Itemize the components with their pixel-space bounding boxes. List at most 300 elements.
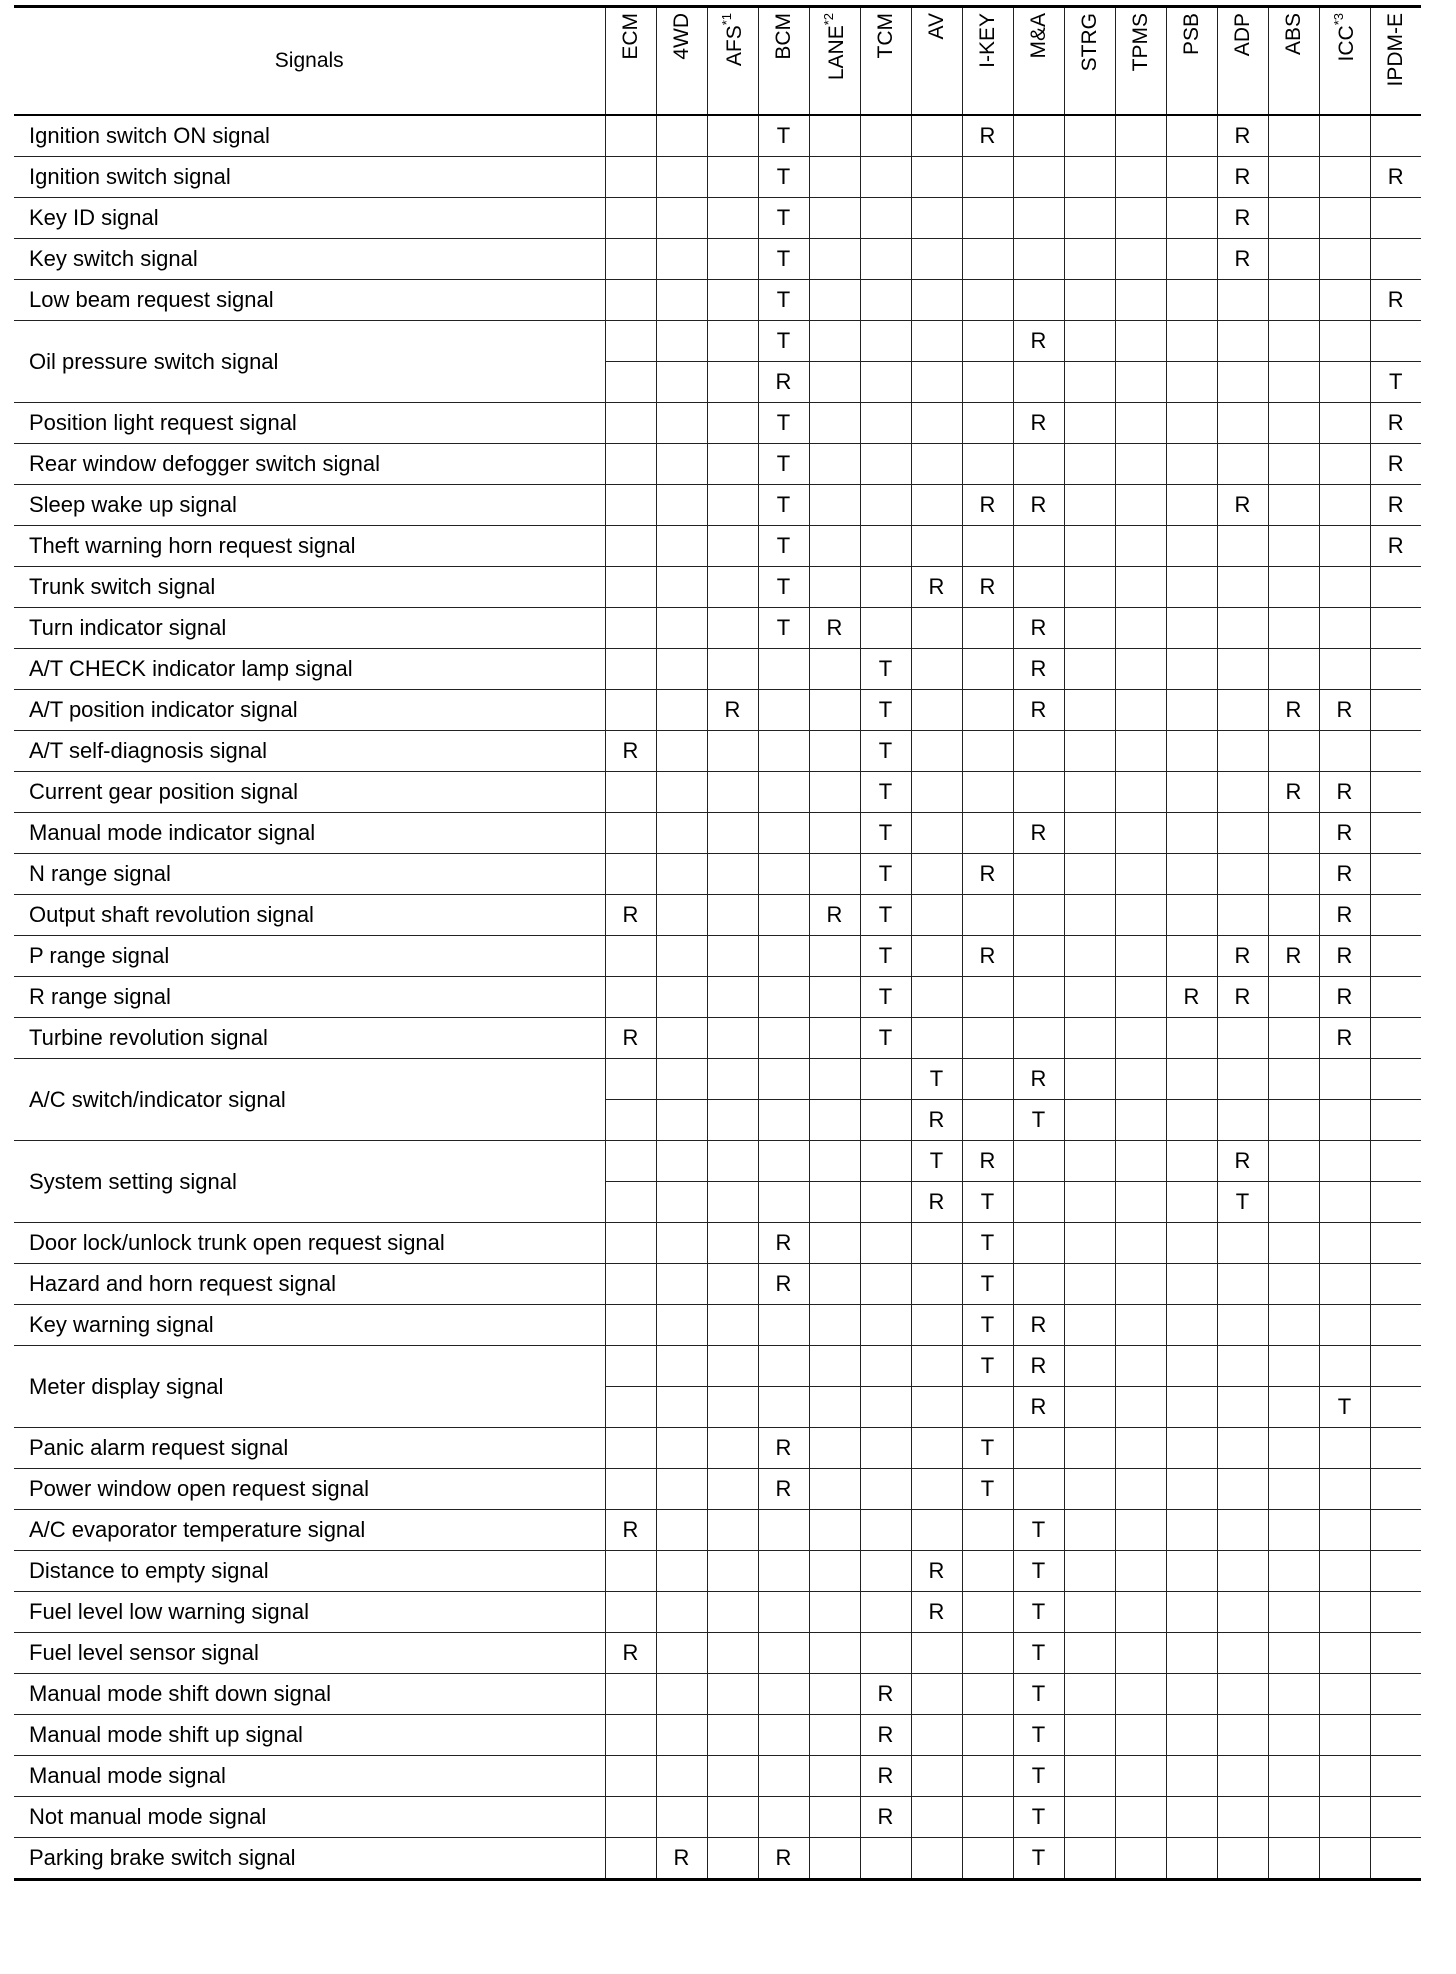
- signals-column-header: Signals: [14, 7, 605, 116]
- signal-cell: [1319, 1674, 1370, 1715]
- signal-cell: R: [1319, 977, 1370, 1018]
- signal-cell: [1013, 1141, 1064, 1182]
- signal-cell: [1013, 526, 1064, 567]
- signal-cell: [1064, 1182, 1115, 1223]
- signal-cell: [860, 1100, 911, 1141]
- signal-cell: R: [1319, 895, 1370, 936]
- signal-cell: [656, 485, 707, 526]
- signal-cell: [809, 649, 860, 690]
- signal-cell: [1370, 1592, 1421, 1633]
- signal-cell: [707, 1264, 758, 1305]
- signal-cell: [707, 157, 758, 198]
- module-header-lane: [809, 7, 860, 116]
- signal-cell: T: [758, 157, 809, 198]
- signal-cell: [1370, 1674, 1421, 1715]
- signal-cell: [809, 1428, 860, 1469]
- signal-cell: [1319, 649, 1370, 690]
- signal-cell: [1166, 1141, 1217, 1182]
- table-row: [14, 772, 1421, 813]
- signal-cell: R: [1268, 690, 1319, 731]
- signal-cell: [1166, 1018, 1217, 1059]
- signal-cell: [1217, 444, 1268, 485]
- signal-cell: [1319, 1346, 1370, 1387]
- signal-cell: [1370, 649, 1421, 690]
- signal-cell: [1166, 1551, 1217, 1592]
- signal-name: A/T self-diagnosis signal: [14, 731, 605, 772]
- signal-cell: [962, 1100, 1013, 1141]
- signal-cell: [1217, 1592, 1268, 1633]
- signal-cell: T: [758, 115, 809, 157]
- signal-cell: [1217, 854, 1268, 895]
- signal-cell: [605, 649, 656, 690]
- signal-cell: [1166, 1100, 1217, 1141]
- signal-cell: [860, 1469, 911, 1510]
- signal-cell: [962, 772, 1013, 813]
- signal-cell: R: [758, 362, 809, 403]
- signal-cell: [1115, 1510, 1166, 1551]
- signal-cell: [911, 854, 962, 895]
- signal-cell: R: [809, 608, 860, 649]
- module-label: [620, 8, 641, 60]
- signal-name: Current gear position signal: [14, 772, 605, 813]
- signal-cell: [962, 649, 1013, 690]
- module-name: AV: [925, 13, 948, 40]
- signal-cell: [1115, 1756, 1166, 1797]
- table-row: [14, 977, 1421, 1018]
- signal-cell: [962, 1387, 1013, 1428]
- signal-cell: [605, 115, 656, 157]
- signal-cell: R: [962, 1141, 1013, 1182]
- signal-cell: [1115, 1182, 1166, 1223]
- signal-cell: [1115, 1838, 1166, 1880]
- signal-name: Key switch signal: [14, 239, 605, 280]
- signal-cell: [1115, 115, 1166, 157]
- signal-cell: [1370, 1428, 1421, 1469]
- signal-cell: [656, 854, 707, 895]
- signal-cell: [1064, 362, 1115, 403]
- signal-cell: [911, 1715, 962, 1756]
- signal-cell: [860, 1551, 911, 1592]
- signal-name: Panic alarm request signal: [14, 1428, 605, 1469]
- signal-cell: [809, 1715, 860, 1756]
- signal-cell: [707, 1838, 758, 1880]
- signal-cell: [1115, 1018, 1166, 1059]
- signal-cell: [1064, 1346, 1115, 1387]
- signal-cell: [707, 198, 758, 239]
- signal-cell: [809, 1305, 860, 1346]
- signal-cell: [809, 321, 860, 362]
- signal-cell: [911, 1674, 962, 1715]
- signal-cell: [656, 567, 707, 608]
- module-header-tcm: [860, 7, 911, 116]
- signal-cell: [1217, 1018, 1268, 1059]
- signal-cell: [1319, 362, 1370, 403]
- signal-cell: T: [1013, 1715, 1064, 1756]
- signal-cell: [707, 280, 758, 321]
- signal-cell: [1166, 321, 1217, 362]
- signal-cell: [1166, 813, 1217, 854]
- signal-name: A/C switch/indicator signal: [14, 1059, 605, 1141]
- signal-cell: [962, 1510, 1013, 1551]
- table-row: [14, 239, 1421, 280]
- module-name: AFS: [723, 25, 746, 67]
- signal-cell: R: [1370, 280, 1421, 321]
- signal-cell: [1166, 1633, 1217, 1674]
- signal-cell: [1166, 444, 1217, 485]
- signal-cell: [1166, 1059, 1217, 1100]
- signal-cell: [1166, 1182, 1217, 1223]
- signal-cell: [1166, 936, 1217, 977]
- table-row: [14, 403, 1421, 444]
- signal-cell: [758, 854, 809, 895]
- signal-cell: [1268, 1510, 1319, 1551]
- signal-cell: [656, 198, 707, 239]
- signal-cell: [1319, 1715, 1370, 1756]
- signal-cell: [809, 1182, 860, 1223]
- signal-cell: T: [1370, 362, 1421, 403]
- signal-cell: [1166, 239, 1217, 280]
- signal-cell: [1268, 485, 1319, 526]
- signal-cell: R: [1013, 649, 1064, 690]
- table-row: [14, 1223, 1421, 1264]
- signal-name: Ignition switch signal: [14, 157, 605, 198]
- signal-cell: [911, 403, 962, 444]
- signal-cell: [758, 1592, 809, 1633]
- signal-cell: [1115, 608, 1166, 649]
- signal-cell: [758, 1510, 809, 1551]
- signal-cell: [1217, 280, 1268, 321]
- signal-cell: [1319, 1305, 1370, 1346]
- signal-cell: [962, 977, 1013, 1018]
- signal-cell: [707, 813, 758, 854]
- signal-cell: [1217, 1428, 1268, 1469]
- signal-cell: [1013, 115, 1064, 157]
- signal-cell: [1217, 1551, 1268, 1592]
- signal-cell: [962, 690, 1013, 731]
- signal-name: N range signal: [14, 854, 605, 895]
- signal-cell: [1166, 772, 1217, 813]
- signal-cell: [1319, 567, 1370, 608]
- signal-cell: [809, 1059, 860, 1100]
- signal-cell: [860, 321, 911, 362]
- signal-cell: [962, 1551, 1013, 1592]
- module-header-psb: [1166, 7, 1217, 116]
- signal-cell: [605, 1387, 656, 1428]
- signal-cell: R: [1013, 403, 1064, 444]
- signal-cell: [1064, 1469, 1115, 1510]
- table-row: [14, 198, 1421, 239]
- module-label: [1130, 8, 1151, 71]
- signal-cell: [1268, 1756, 1319, 1797]
- signal-cell: [1268, 280, 1319, 321]
- signal-cell: [656, 1141, 707, 1182]
- signal-cell: [962, 1018, 1013, 1059]
- signal-cell: [1268, 1100, 1319, 1141]
- signal-cell: [962, 1674, 1013, 1715]
- signal-cell: [1013, 239, 1064, 280]
- signal-cell: [605, 1346, 656, 1387]
- signal-cell: [1013, 1264, 1064, 1305]
- signal-cell: [1319, 321, 1370, 362]
- module-label: [1385, 8, 1406, 87]
- signal-cell: [656, 1633, 707, 1674]
- signal-cell: [656, 115, 707, 157]
- signal-cell: T: [758, 403, 809, 444]
- signal-name: A/C evaporator temperature signal: [14, 1510, 605, 1551]
- signal-cell: T: [1013, 1510, 1064, 1551]
- signal-cell: [911, 280, 962, 321]
- signal-cell: T: [860, 854, 911, 895]
- signal-cell: R: [1013, 321, 1064, 362]
- signal-cell: [1268, 1592, 1319, 1633]
- signal-cell: [1268, 608, 1319, 649]
- signal-cell: R: [758, 1223, 809, 1264]
- signal-cell: [605, 854, 656, 895]
- module-name: ICC: [1335, 25, 1358, 62]
- signal-cell: [962, 813, 1013, 854]
- table-row: [14, 1018, 1421, 1059]
- signal-cell: T: [962, 1223, 1013, 1264]
- signal-cell: [1166, 1510, 1217, 1551]
- signal-cell: [1217, 362, 1268, 403]
- signal-cell: [1115, 321, 1166, 362]
- signal-name: Power window open request signal: [14, 1469, 605, 1510]
- signal-cell: [605, 1551, 656, 1592]
- signal-cell: [860, 567, 911, 608]
- signal-cell: [1268, 526, 1319, 567]
- signal-cell: [707, 239, 758, 280]
- module-header-4wd: [656, 7, 707, 116]
- signal-cell: [605, 362, 656, 403]
- signal-cell: [1268, 731, 1319, 772]
- signal-cell: [656, 1592, 707, 1633]
- table-row: [14, 485, 1421, 526]
- signal-cell: [1064, 1141, 1115, 1182]
- signal-cell: [707, 444, 758, 485]
- signal-cell: [1319, 1838, 1370, 1880]
- signal-cell: T: [1013, 1551, 1064, 1592]
- signal-cell: [758, 1633, 809, 1674]
- table-row: [14, 1141, 1421, 1182]
- signal-cell: [605, 485, 656, 526]
- signal-cell: [656, 1100, 707, 1141]
- signal-cell: [860, 239, 911, 280]
- signal-cell: [911, 198, 962, 239]
- module-header-ipdm-e: [1370, 7, 1421, 116]
- signal-cell: [1268, 198, 1319, 239]
- signal-cell: R: [1013, 1059, 1064, 1100]
- signal-cell: [1166, 1592, 1217, 1633]
- signal-cell: [656, 1264, 707, 1305]
- signal-cell: [707, 1715, 758, 1756]
- signal-cell: [809, 1838, 860, 1880]
- signal-cell: R: [758, 1838, 809, 1880]
- signal-cell: R: [605, 1510, 656, 1551]
- signal-cell: [1166, 1674, 1217, 1715]
- module-label: [671, 8, 692, 60]
- table-row: [14, 608, 1421, 649]
- table-row: [14, 649, 1421, 690]
- signal-cell: [1268, 1387, 1319, 1428]
- signal-cell: T: [962, 1182, 1013, 1223]
- signal-cell: [1370, 1141, 1421, 1182]
- signal-cell: [1268, 1223, 1319, 1264]
- signal-cell: [1217, 1387, 1268, 1428]
- signal-cell: [1166, 1305, 1217, 1346]
- signal-cell: [809, 198, 860, 239]
- signal-cell: R: [1217, 239, 1268, 280]
- signal-cell: T: [758, 526, 809, 567]
- signal-cell: T: [1013, 1756, 1064, 1797]
- signal-cell: [1370, 608, 1421, 649]
- signal-cell: R: [1268, 772, 1319, 813]
- signal-cell: R: [1370, 444, 1421, 485]
- signal-cell: [605, 1100, 656, 1141]
- signal-cell: [605, 403, 656, 444]
- signal-cell: T: [860, 731, 911, 772]
- signal-name: R range signal: [14, 977, 605, 1018]
- signal-cell: [1217, 1797, 1268, 1838]
- signal-cell: [962, 239, 1013, 280]
- signal-cell: [605, 813, 656, 854]
- signal-cell: [1064, 526, 1115, 567]
- signal-cell: [1319, 1510, 1370, 1551]
- signal-cell: [809, 1797, 860, 1838]
- signal-cell: [758, 690, 809, 731]
- signal-cell: [1115, 854, 1166, 895]
- signal-cell: [1217, 813, 1268, 854]
- signal-cell: [1064, 1387, 1115, 1428]
- signal-cell: [1370, 1756, 1421, 1797]
- signal-cell: [1166, 649, 1217, 690]
- module-name: I-KEY: [976, 13, 999, 68]
- signal-cell: [605, 608, 656, 649]
- signal-cell: [860, 1387, 911, 1428]
- signal-cell: [707, 362, 758, 403]
- table-row: [14, 1264, 1421, 1305]
- signal-cell: [860, 1346, 911, 1387]
- signal-cell: [605, 977, 656, 1018]
- module-label: [1283, 8, 1304, 55]
- signal-cell: [860, 1510, 911, 1551]
- signal-cell: [1319, 1141, 1370, 1182]
- signal-name: Theft warning horn request signal: [14, 526, 605, 567]
- signal-cell: [1217, 1674, 1268, 1715]
- signal-cell: [605, 1223, 656, 1264]
- module-label: [926, 8, 947, 39]
- signal-cell: [707, 1428, 758, 1469]
- signal-cell: [1268, 1346, 1319, 1387]
- signal-cell: [1319, 115, 1370, 157]
- signal-cell: [1370, 1264, 1421, 1305]
- signal-name: Output shaft revolution signal: [14, 895, 605, 936]
- table-row: [14, 1674, 1421, 1715]
- signal-name: Key warning signal: [14, 1305, 605, 1346]
- signal-cell: [911, 1510, 962, 1551]
- signal-cell: [962, 1715, 1013, 1756]
- signal-cell: [707, 1182, 758, 1223]
- signal-cell: [860, 1141, 911, 1182]
- signal-cell: [809, 1633, 860, 1674]
- signal-cell: [1319, 403, 1370, 444]
- module-name: 4WD: [670, 13, 693, 60]
- module-label: [1232, 8, 1253, 56]
- module-header-tpms: [1115, 7, 1166, 116]
- signal-cell: [1064, 115, 1115, 157]
- signal-cell: [1013, 731, 1064, 772]
- signal-cell: [1166, 1428, 1217, 1469]
- signal-cell: [1013, 936, 1064, 977]
- signal-cell: T: [962, 1469, 1013, 1510]
- signal-cell: R: [1319, 690, 1370, 731]
- signal-cell: [656, 1551, 707, 1592]
- signal-cell: [656, 321, 707, 362]
- module-header-av: [911, 7, 962, 116]
- table-row: [14, 1797, 1421, 1838]
- signal-cell: [1268, 403, 1319, 444]
- signal-cell: [860, 1592, 911, 1633]
- signal-cell: R: [1013, 485, 1064, 526]
- signal-cell: [1268, 854, 1319, 895]
- signal-cell: [758, 1756, 809, 1797]
- signal-cell: [1370, 1018, 1421, 1059]
- signal-cell: [1217, 1100, 1268, 1141]
- signal-name: Door lock/unlock trunk open request signal: [14, 1223, 605, 1264]
- signal-cell: [1268, 362, 1319, 403]
- signal-cell: R: [605, 895, 656, 936]
- signal-cell: [809, 1141, 860, 1182]
- table-header-row: [14, 7, 1421, 116]
- signal-cell: [1268, 321, 1319, 362]
- signal-cell: R: [1217, 157, 1268, 198]
- signal-cell: [1064, 1510, 1115, 1551]
- signal-cell: [1166, 362, 1217, 403]
- signal-cell: [1115, 444, 1166, 485]
- signal-cell: [809, 157, 860, 198]
- signal-cell: [605, 567, 656, 608]
- signal-cell: [605, 1469, 656, 1510]
- signal-cell: R: [1319, 772, 1370, 813]
- signal-cell: T: [860, 649, 911, 690]
- signal-cell: [911, 1223, 962, 1264]
- signal-cell: [809, 936, 860, 977]
- signal-name: Manual mode shift down signal: [14, 1674, 605, 1715]
- signal-cell: R: [656, 1838, 707, 1880]
- signal-cell: [809, 567, 860, 608]
- signal-cell: T: [1013, 1100, 1064, 1141]
- signal-cell: [1115, 1469, 1166, 1510]
- signal-cell: [1217, 526, 1268, 567]
- signal-cell: [656, 526, 707, 567]
- signal-cell: T: [1013, 1797, 1064, 1838]
- signal-cell: [656, 1715, 707, 1756]
- signal-cell: [911, 362, 962, 403]
- signal-cell: [656, 403, 707, 444]
- signal-cell: [962, 403, 1013, 444]
- signal-cell: [656, 1510, 707, 1551]
- signal-cell: [1370, 1633, 1421, 1674]
- module-footnote-mark: *2: [821, 13, 836, 26]
- table-row: [14, 1346, 1421, 1387]
- signal-cell: [1217, 772, 1268, 813]
- signal-cell: [1166, 1387, 1217, 1428]
- signal-cell: [911, 772, 962, 813]
- signal-name: Oil pressure switch signal: [14, 321, 605, 403]
- signal-cell: [605, 1797, 656, 1838]
- signal-cell: [1268, 1633, 1319, 1674]
- signal-cell: [605, 1182, 656, 1223]
- signal-cell: [1166, 1715, 1217, 1756]
